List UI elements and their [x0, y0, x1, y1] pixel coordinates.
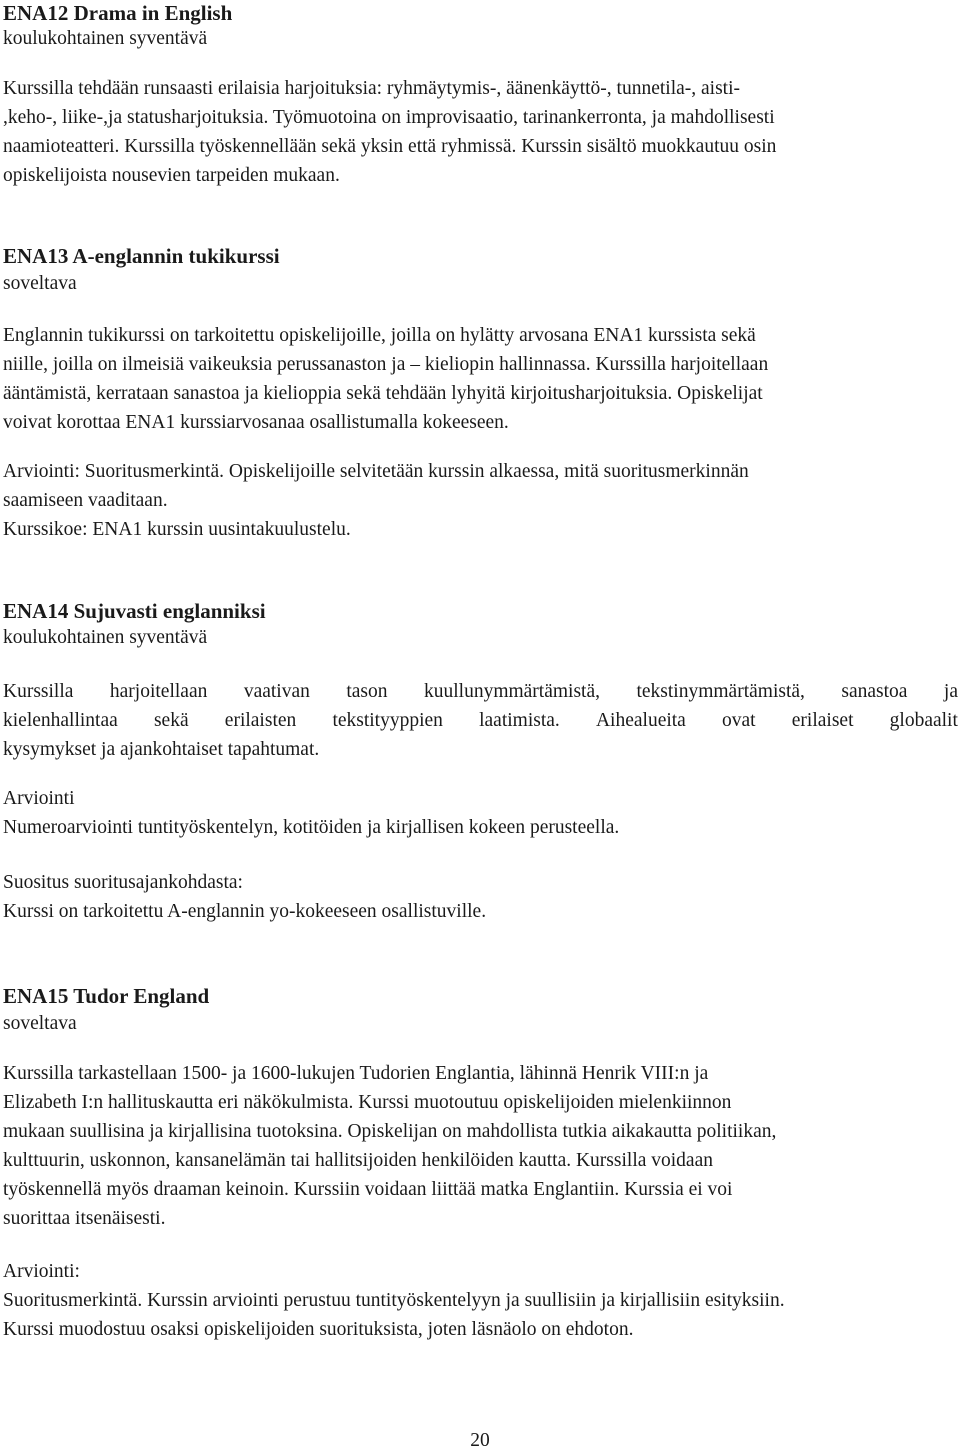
course-type: soveltava — [3, 1013, 77, 1034]
exam-line: Kurssikoe: ENA1 kurssin uusintakuulustelu. — [3, 519, 351, 540]
description-line: Elizabeth I:n hallituskautta eri näkökulmista. Kurssi muotoutuu opiskelijoiden mielenkiinnon — [3, 1092, 732, 1113]
description-line: Kurssilla tarkastellaan 1500- ja 1600-lukujen Tudorien Englantia, lähinnä Henrik VIII:n ja — [3, 1063, 709, 1084]
description-line: niille, joilla on ilmeisiä vaikeuksia perussanaston ja – kieliopin hallinnassa. Kurssilla harjoitellaan — [3, 354, 769, 375]
recommendation-text: Kurssi on tarkoitettu A-englannin yo-kokeeseen osallistuville. — [3, 901, 487, 922]
assessment-heading: Arviointi: — [3, 1261, 80, 1282]
assessment-line: Arviointi: Suoritusmerkintä. Opiskelijoille selvitetään kurssin alkaessa, mitä suoritusmerkinnän — [3, 461, 749, 482]
assessment-line: Kurssi muodostuu osaksi opiskelijoiden suorituksista, joten läsnäolo on ehdoton. — [3, 1319, 634, 1340]
page-number: 20 — [470, 1430, 490, 1451]
course-ena12 — [3, 0, 958, 190]
description-line: kulttuurin, uskonnon, kansanelämän tai hallitsijoiden henkilöiden kautta. Kurssilla voidaan — [3, 1150, 713, 1171]
course-title: ENA12 Drama in English — [3, 1, 233, 25]
course-title: ENA13 A-englannin tukikurssi — [3, 244, 280, 268]
description-line: kysymykset ja ajankohtaiset tapahtumat. — [3, 739, 320, 760]
course-ena13 — [3, 243, 958, 544]
course-type: koulukohtainen syventävä — [3, 627, 208, 648]
course-type: soveltava — [3, 273, 77, 294]
description-line: kielenhallintaa sekä erilaisten tekstityyppien laatimista. Aihealueita ovat erilaiset globaalit — [3, 710, 958, 731]
course-type: koulukohtainen syventävä — [3, 28, 208, 49]
course-title: ENA15 Tudor England — [3, 984, 210, 1008]
description-line: Englannin tukikurssi on tarkoitettu opiskelijoille, joilla on hylätty arvosana ENA1 kurssista sekä — [3, 325, 756, 346]
recommendation-heading: Suositus suoritusajankohdasta: — [3, 872, 243, 893]
description-line: työskennellä myös draaman keinoin. Kurssiin voidaan liittää matka Englantiin. Kurssia ei voi — [3, 1179, 733, 1200]
assessment-text: Numeroarviointi tuntityöskentelyn, kotitöiden ja kirjallisen kokeen perusteella. — [3, 817, 620, 838]
description-line: voivat korottaa ENA1 kurssiarvosanaa osallistumalla kokeeseen. — [3, 412, 509, 433]
assessment-line: Suoritusmerkintä. Kurssin arviointi perustuu tuntityöskentelyyn ja suullisiin ja kirjallisiin esityksiin. — [3, 1290, 785, 1311]
description-line: mukaan suullisina ja kirjallisina tuotoksina. Opiskelijan on mahdollista tutkia aikakautta politiikan, — [3, 1121, 777, 1142]
description-line: Kurssilla tehdään runsaasti erilaisia harjoituksia: ryhmäytymis-, äänenkäyttö-, tunnetila-, aisti- — [3, 78, 741, 99]
description-line: ääntämistä, kerrataan sanastoa ja kielioppia sekä tehdään lyhyitä kirjoitusharjoituksia. Opiskelijat — [3, 383, 763, 404]
description-line: ,keho-, liike-,ja statusharjoituksia. Työmuotoina on improvisaatio, tarinankerronta, ja mahdollisesti — [3, 107, 775, 128]
assessment-heading: Arviointi — [3, 788, 75, 809]
description-line: naamioteatteri. Kurssilla työskennellään sekä yksin että ryhmissä. Kurssin sisältö muokkautuu osin — [3, 136, 777, 157]
description-line: Kurssilla harjoitellaan vaativan tason kuullunymmärtämistä, tekstinymmärtämistä, sanastoa ja — [3, 681, 958, 702]
course-title: ENA14 Sujuvasti englanniksi — [3, 599, 266, 623]
assessment-line: saamiseen vaaditaan. — [3, 490, 168, 511]
course-ena14 — [3, 598, 958, 926]
description-line: suorittaa itsenäisesti. — [3, 1208, 166, 1229]
description-line: opiskelijoista nousevien tarpeiden mukaan. — [3, 165, 340, 186]
course-ena15 — [3, 983, 958, 1344]
